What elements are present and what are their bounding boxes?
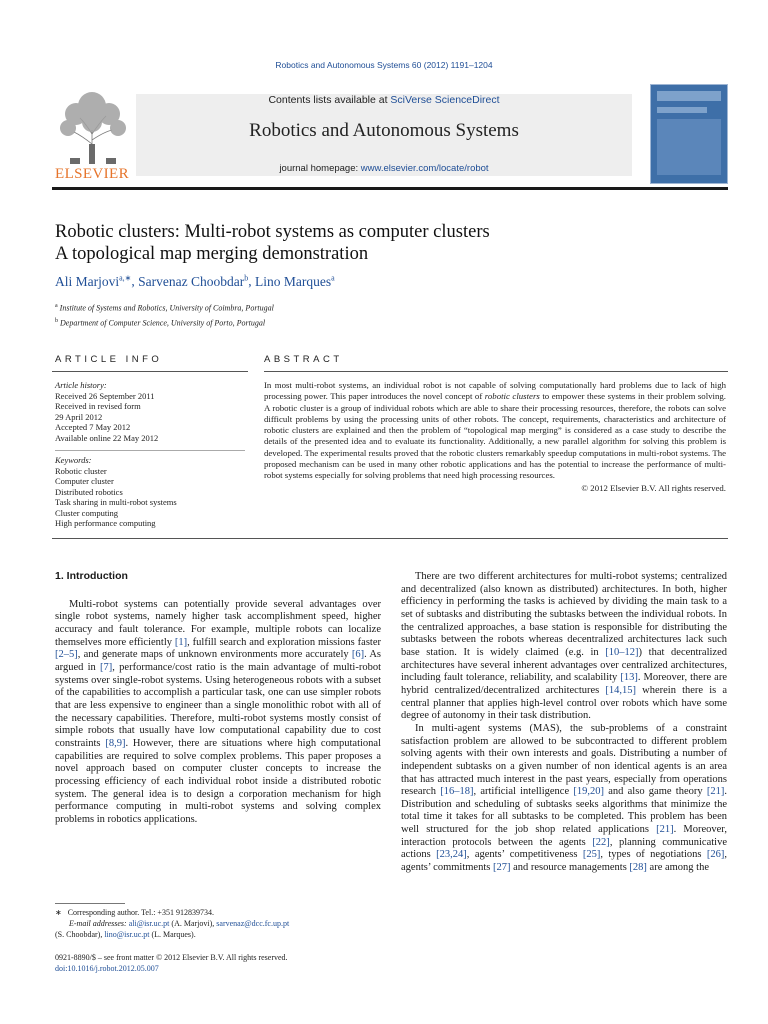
- cover-title-block: [657, 91, 721, 101]
- contents-line: Contents lists available at SciVerse ScienceDirect: [268, 94, 500, 106]
- body-text: , fulfill search and exploration missions faster: [187, 636, 381, 648]
- email-link-choobdar[interactable]: sarvenaz@dcc.fc.up.pt: [216, 918, 290, 928]
- author-3[interactable]: Lino Marques$^a$: [254, 273, 335, 289]
- history-item: Available online 22 May 2012: [55, 432, 159, 443]
- article-info-rule: [52, 371, 248, 372]
- body-paragraph: [55, 599, 381, 827]
- body-text: wherein there is a central planner that applies high-level control over robots which have some degree of autonomy in their task distribution.: [401, 684, 727, 722]
- body-text: , types of negotiations: [600, 849, 707, 861]
- citation-link[interactable]: [25]: [582, 849, 601, 861]
- journal-reference[interactable]: Robotics and Autonomous Systems 60 (2012) 1191–1204: [275, 60, 493, 70]
- abstract-text: In most multi-robot systems, an individual robot is not capable of solving computationally hard problems due to lack of high processing power. This paper introduces the novel concept of robotic clusters to empower these systems in their problem solving. A robotic cluster is a group of individual robots which are able to share their processing resources, therefore, the robots can solve difficult problems by using the processing units of other robots. The concept, requirements, characteristics and architecture of robotic clusters are explained and then the problem of “topological map merging” is considered as a case study to describe the details of the presented idea and to evaluate its functionality. Additionally, a new parallel algorithm for solving this problem is developed. The experimental results proved that the robotic clusters remarkably speedup computations in multi-robot systems. The proposed mechanism can be used in many other robotic applications and has the potential to increase the performance of multi-robot systems especially for solving problems that need high processing resources. © 2012 Elsevier B.V. All rights reserved.: [264, 380, 726, 493]
- body-text: . Distribution and scheduling of subtasks seeks algorithms that minimize the total time it takes for all subtasks to be completed. This problem has been well structured for the job shop related applications: [401, 786, 727, 836]
- body-text: ) that decentralized architectures have several inherent advantages over centralized architectures, including fault tolerance, reliability, and scalability: [401, 646, 727, 684]
- body-text: Multi-robot systems can potentially provide several advantages over single robot systems, namely higher task accomplishment speed, higher accuracy and fault tolerance. For example, multiple robots can localize themselves more efficiently: [55, 598, 381, 648]
- body-text: and resource managements: [510, 862, 630, 874]
- keyword: Distributed robotics: [55, 486, 123, 497]
- body-text: , artificial intelligence: [473, 786, 574, 798]
- email-addresses-cont: (S. Choobdar), lino@isr.uc.pt (L. Marques).: [55, 929, 196, 939]
- citation-link[interactable]: [21]: [656, 824, 674, 836]
- body-paragraph: [401, 571, 727, 723]
- citation-link[interactable]: [19,20]: [573, 786, 604, 798]
- abstract-heading: ABSTRACT: [264, 354, 343, 365]
- citation-link[interactable]: [21]: [706, 786, 725, 798]
- body-text: , agents’ competitiveness: [466, 849, 583, 861]
- keyword: High performance computing: [55, 518, 156, 528]
- affiliation-a: $^a$ Institute of Systems and Robotics, University of Coimbra, Portugal: [55, 303, 274, 313]
- body-text: . Moreover, interaction protocols between the agents: [401, 824, 727, 848]
- article-title: Robotic clusters: Multi-robot systems as computer clusters A topological map merging demonstration: [55, 222, 490, 264]
- citation-link[interactable]: [8,9]: [105, 737, 126, 749]
- abstract-rule: [264, 371, 728, 372]
- keyword: Robotic cluster: [55, 465, 107, 476]
- author-2[interactable]: Sarvenaz Choobdar$^b$: [138, 273, 249, 289]
- masthead-divider: [52, 187, 728, 190]
- keywords-label: Keywords:: [55, 455, 92, 465]
- citation-link[interactable]: [2–5]: [55, 649, 78, 661]
- masthead: [52, 84, 728, 188]
- doi-link[interactable]: doi:10.1016/j.robot.2012.05.007: [55, 964, 159, 973]
- body-column-left: [55, 570, 381, 826]
- history-item: Received in revised form: [55, 401, 141, 411]
- footnote-rule: [55, 903, 125, 904]
- citation-link[interactable]: [28]: [629, 862, 647, 874]
- citation-link[interactable]: [10–12]: [605, 646, 639, 658]
- body-text: and also game theory: [604, 786, 707, 798]
- journal-title: Robotics and Autonomous Systems: [249, 120, 519, 141]
- history-item: Accepted 7 May 2012: [55, 422, 131, 432]
- citation-link[interactable]: [14,15]: [605, 684, 636, 696]
- issn-notice: 0921-8890/$ – see front matter © 2012 Elsevier B.V. All rights reserved. doi:10.1016/j.robot.2012.05.007: [55, 953, 288, 973]
- email-addresses: E-mail addresses: ali@isr.uc.pt (A. Marjovi), sarvenaz@dcc.fc.up.pt: [69, 918, 290, 928]
- citation-link[interactable]: [1]: [174, 636, 188, 648]
- body-text: . Moreover, there are hybrid centralized/decentralized architectures: [401, 672, 727, 696]
- history-label: Article history:: [55, 380, 107, 390]
- sciencedirect-link[interactable]: SciVerse ScienceDirect: [390, 94, 500, 106]
- body-text: . As argued in: [55, 649, 382, 673]
- affiliation-b: $^b$ Department of Computer Science, University of Porto, Portugal: [55, 317, 266, 328]
- section-heading-introduction: 1. Introduction: [55, 570, 128, 582]
- cover-artwork-block: [657, 119, 721, 175]
- history-item: Received 26 September 2011: [55, 390, 155, 401]
- article-info-heading: ARTICLE INFO: [55, 354, 163, 365]
- citation-link[interactable]: [16–18]: [440, 786, 474, 798]
- citation-link[interactable]: [13]: [620, 672, 638, 684]
- body-text: In multi-agent systems (MAS), the sub-problems of a constraint satisfaction problem are allowed to be subcontracted to different problem solving agents with their own interests and goals. Distributing a number of independent subtasks on a given number of non identical agents is an area that has attracted much interest in the past years, especially from operations research: [401, 722, 727, 798]
- journal-cover-image[interactable]: [650, 84, 728, 184]
- info-divider: [55, 443, 245, 451]
- cover-subtitle-block: [657, 107, 707, 113]
- body-text: , and generate maps of unknown environments more accurately: [77, 649, 352, 661]
- citation-link[interactable]: [7]: [100, 661, 113, 673]
- footnote: [55, 908, 385, 940]
- body-text: . However, there are situations where high computational capabilities are required to solve complex problems. This paper proposes a novel approach based on computer cluster concepts to increase the processing efficiency of each individual robot inside a distributed robotic system. The general idea is to design a corporation mechanism for high performance computing in multi-robot systems and solving complex problems in robotics applications.: [55, 737, 381, 825]
- body-paragraph: [401, 723, 727, 875]
- body-text: , agents’ commitments: [401, 849, 727, 874]
- citation-link[interactable]: [27]: [492, 862, 511, 874]
- abstract-end-rule: [52, 538, 728, 539]
- elsevier-wordmark[interactable]: ELSEVIER: [55, 166, 130, 182]
- citation-link[interactable]: [23,24]: [436, 849, 467, 861]
- history-item: 29 April 2012: [55, 411, 103, 422]
- keyword: Cluster computing: [55, 507, 119, 518]
- corresponding-author-note: ∗ Corresponding author. Tel.: +351 912839734.: [55, 908, 214, 917]
- journal-homepage-link[interactable]: www.elsevier.com/locate/robot: [360, 163, 489, 174]
- email-link-marques[interactable]: lino@isr.uc.pt: [104, 929, 150, 939]
- body-text: are among the: [646, 862, 710, 874]
- elsevier-tree-logo-icon: [52, 84, 134, 184]
- citation-link[interactable]: [26]: [706, 849, 725, 861]
- body-text: , performance/cost ratio is the main advantage of multi-robot systems over single-robot systems. Using heterogeneous robots with a subset of the capabilities to accomplish a particular task, one can use simpler robots that are less expensive to engineer than a single monolithic robot with all of the necessary capabilities. Therefore, multi-robot systems mostly consist of simple robots that usually have low computational capability due to cost constraints: [55, 661, 381, 749]
- body-text: There are two different architectures for multi-robot systems; centralized and decentralized (also known as distributed) architectures. In both, higher efficiency in performing the tasks is achieved by dividing the main task to a set of subtasks and distributing the subtasks between the individual robots. In the centralized approaches, a base station is responsible for distributing the subtasks between the robots whereas decentralized architectures lack such base station. It is widely claimed (e.g. in: [401, 571, 727, 658]
- homepage-line: journal homepage: www.elsevier.com/locate/robot: [279, 163, 489, 174]
- copyright-notice: © 2012 Elsevier B.V. All rights reserved.: [581, 482, 726, 493]
- body-column-right: [401, 571, 727, 875]
- keyword: Task sharing in multi-robot systems: [55, 497, 177, 507]
- email-link-marjovi[interactable]: ali@isr.uc.pt: [128, 918, 170, 928]
- body-text: , planning communicative actions: [401, 836, 727, 861]
- article-info: [55, 380, 245, 529]
- author-list: Ali Marjovi$^{a,∗}$, Sarvenaz Choobdar$^b$, Lino Marques$^a$: [55, 273, 335, 289]
- citation-link[interactable]: [6]: [351, 649, 365, 661]
- keyword: Computer cluster: [55, 476, 114, 486]
- affiliations: [55, 300, 274, 329]
- citation-link[interactable]: [22]: [592, 836, 610, 848]
- author-1[interactable]: Ali Marjovi$^{a,∗}$: [55, 273, 132, 289]
